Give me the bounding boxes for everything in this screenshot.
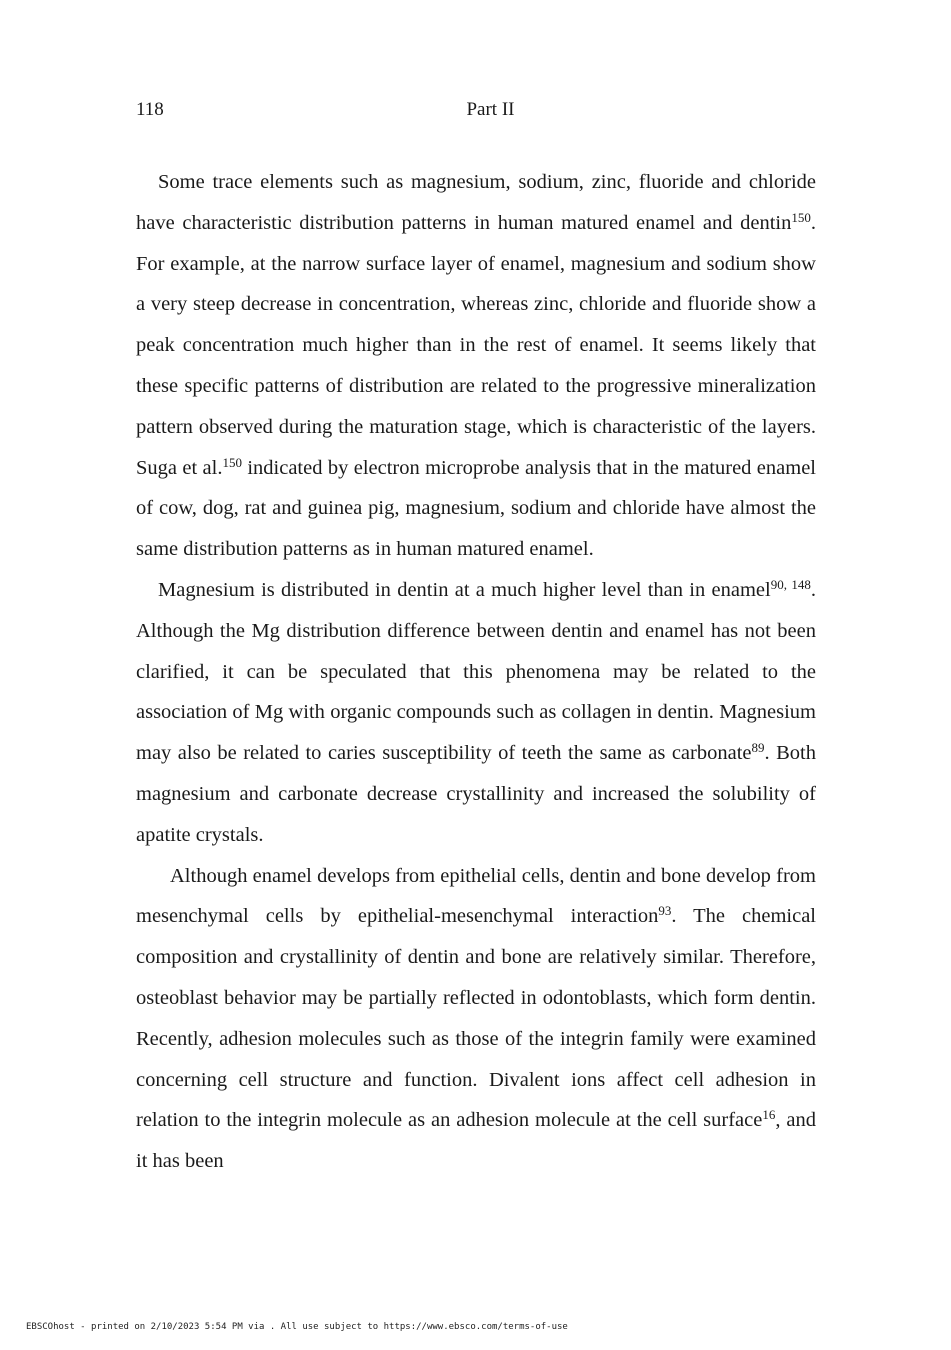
page-number: 118 [136,99,164,120]
running-head: Part II [466,99,515,120]
paragraph-text: . The chemical composition and crystallinity of dentin and bone are relatively similar. Therefore, osteoblast behavior may be partially reflected in odontoblasts, which form dentin. Recently, adhesion molecules such as those of the integrin family were examined concerning cell structure and function. Divalent ions affect cell adhesion in relation to the integrin molecule as an adhesion molecule at the cell surface [136,905,816,1132]
paragraph-text: Some trace elements such as magnesium, sodium, zinc, fluoride and chloride have characteristic distribution patterns in human matured enamel and dentin [136,171,816,234]
paragraph-text: Although enamel develops from epithelial cells, dentin and bone develop from mesenchymal cells by epithelial-mesenchymal interaction [136,864,816,928]
paragraph-text: . Both magnesium and carbonate decrease crystallinity and increased the solubility of apatite crystals. [136,742,816,846]
page-header [136,97,816,123]
paragraph-text: indicated by electron microprobe analysis that in the matured enamel of cow, dog, rat and guinea pig, magnesium, sodium and chloride have almost the same distribution patterns as in human matured enamel. [136,456,816,561]
paragraph-trace-elements [136,162,816,570]
paragraph-text: . For example, at the narrow surface layer of enamel, magnesium and sodium show a very steep decrease in concentration, whereas zinc, chloride and fluoride show a peak concentration much higher than in the rest of enamel. It seems likely that these specific patterns of distribution are related to the progressive mineralization pattern observed during the maturation stage, which is characteristic of the layers. Suga et al. [136,211,816,479]
citation-ref: 150 [791,209,811,225]
paragraph-text: . Although the Mg distribution difference between dentin and enamel has not been clarified, it can be speculated that this phenomena may be related to the association of Mg with organic compounds such as collagen in dentin. Magnesium may also be related to caries susceptibility of teeth the same as carbonate [136,578,816,765]
paragraph-text: Magnesium is distributed in dentin at a much higher level than in enamel [158,578,771,601]
paragraph-text: , and it has been [136,1109,816,1173]
print-footer: EBSCOhost - printed on 2/10/2023 5:54 PM via . All use subject to https://www.ebsco.com/terms-of-use [26,1322,568,1332]
citation-ref: 150 [222,454,242,470]
citation-ref: 93 [658,903,672,919]
citation-ref: 90, 148 [770,576,811,592]
paragraph-magnesium [136,570,816,856]
body-text [136,162,816,1182]
citation-ref: 89 [751,740,765,756]
paragraph-enamel-development [136,856,816,1182]
citation-ref: 16 [762,1107,776,1123]
